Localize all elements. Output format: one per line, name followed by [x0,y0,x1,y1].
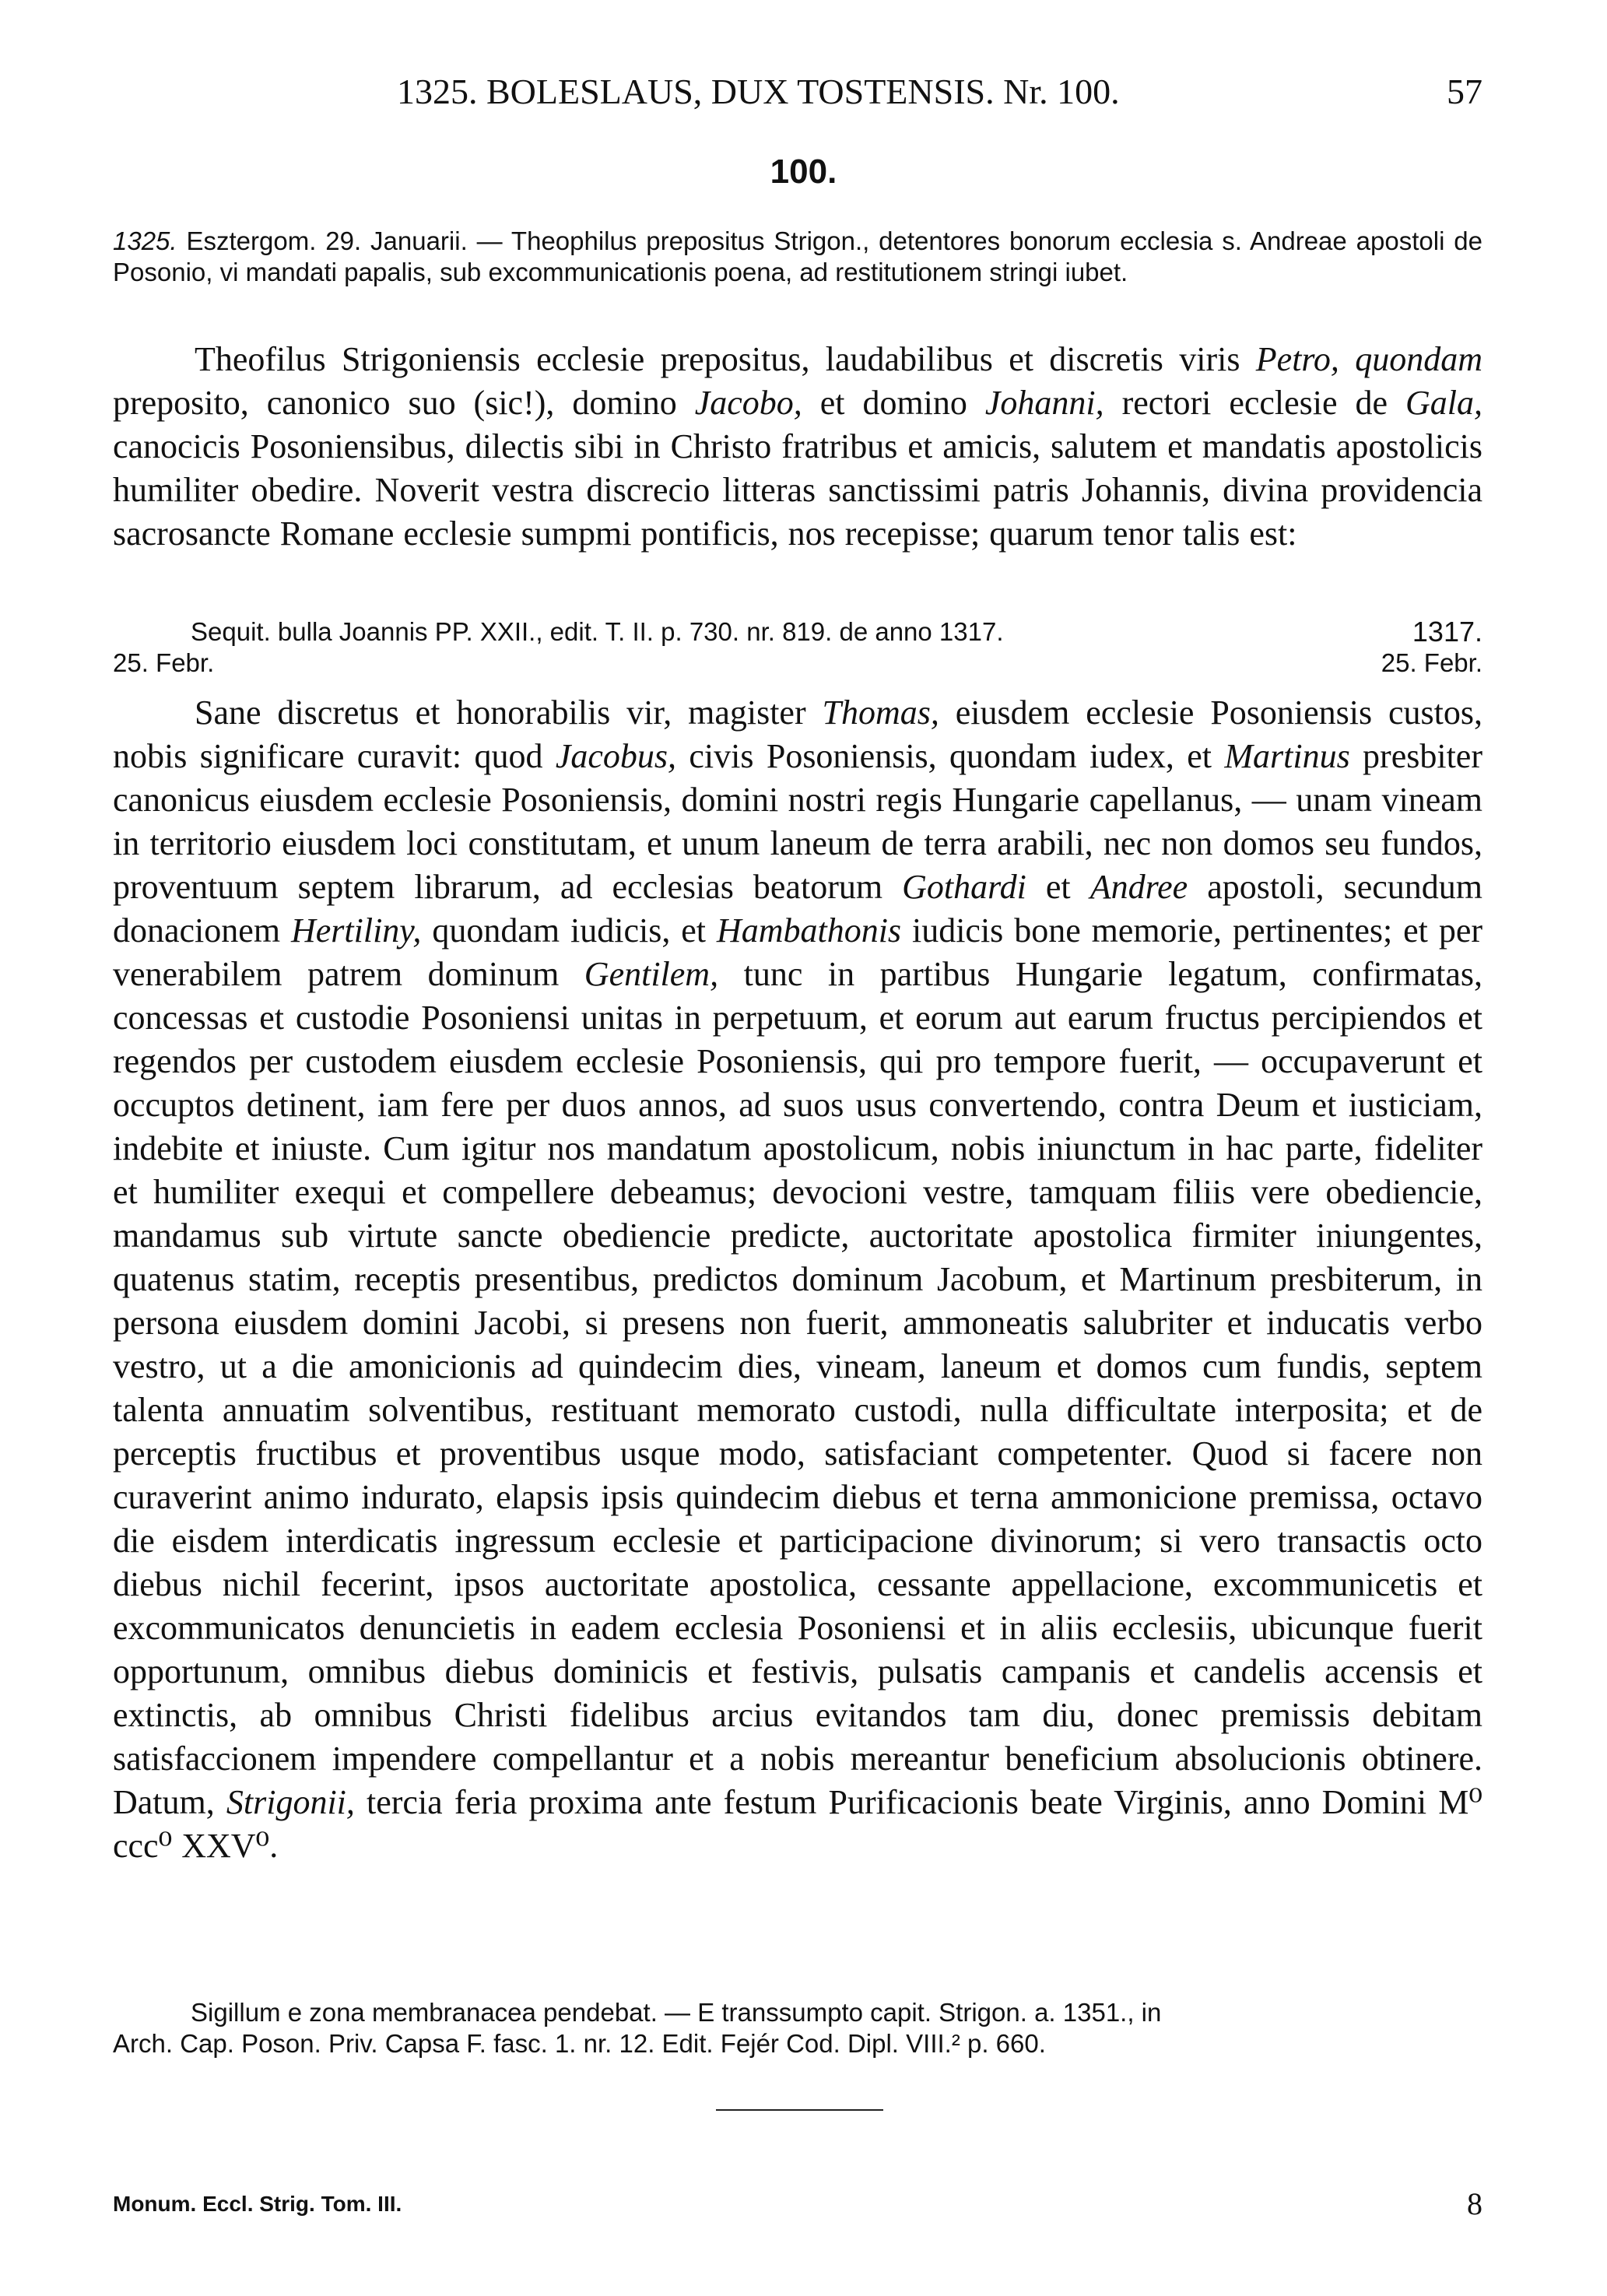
text-run: civis Posoniensis, quondam iudex, et [676,737,1225,775]
sigillum-note [113,1997,1482,2059]
text-run: et domino [802,384,985,422]
sequit-margin-date: 25. Febr. [1381,648,1482,677]
page-footer [113,2186,1482,2221]
text-run: quondam iudicis, et [421,911,717,950]
name-thomas: Thomas, [822,693,939,732]
name-jacobus: Jacobus, [555,737,677,775]
sigillum-line-2: Arch. Cap. Poson. Priv. Capsa F. fasc. 1. nr. 12. Edit. Fejér Cod. Dipl. VIII.² p. 660. [113,2029,1046,2058]
sequit-main: Sequit. bulla Joannis PP. XXII., edit. T. II. p. 730. nr. 819. de anno 1317. [191,617,1004,646]
text-run: eiusdem ecclesie Posoniensis custos, nobis significare curavit: quod [113,693,1483,775]
text-run: canocicis Posoniensibus, dilectis sibi in Christo fratribus et amicis, salutem et mandatis apostolicis humiliter obedire. Noverit vestra discrecio litteras sanctissimi patris Johannis, divina providencia sacrosancte Romane ecclesie sumpmi pontificis, nos recepisse; quarum tenor talis est: [113,427,1482,553]
running-head-title: 1325. BOLESLAUS, DUX TOSTENSIS. Nr. 100. [397,72,1120,111]
series-title: Monum. Eccl. Strig. Tom. III. [113,2192,402,2216]
name-martinus: Martinus [1224,737,1350,775]
name-johanni: Johanni, [984,384,1104,422]
footnote-divider [716,2109,883,2111]
regest-date: 1325. [113,226,177,255]
signature-mark: 8 [1467,2186,1482,2221]
text-run: tercia feria proxima ante festum Purificacionis beate Virginis, anno Domini M⁰ ccc⁰ XXV⁰. [113,1783,1482,1865]
sequit-main-cont: 25. Febr. [113,648,215,677]
paragraph-intro [113,338,1482,556]
text-run: rectori ecclesie de [1103,384,1405,422]
text-run: tunc in partibus Hungarie legatum, confirmatas, concessas et custodie Posoniensi unitas in perpetuum, et eorum aut earum fructus percipiendos et regendos per custodem eiusdem ecclesie Posoniensis, qui pro tempore fuerit, — occupaverunt et occuptos detinent, iam fere per duos annos, ad suos usus convertendo, contra Deum et iusticiam, indebite et iniuste. Cum igitur nos mandatum apostolicum, nobis iniunctum in hac parte, fideliter et humiliter exequi et compellere debeamus; devocioni vestre, tamquam filiis vere obediencie, mandamus sub virtute sancte obediencie predicte, auctoritate apostolica firmiter iniungentes, quatenus statim, receptis presentibus, predictos dominum Jacobum, et Martinum presbiterum, in persona eiusdem domini Jacobi, si presens non fuerit, ammoneatis salubriter et inducatis verbo vestro, ut a die amonicionis ad quindecim dies, vineam, laneum et domos cum fundis, septem talenta annuatim solventibus, restituant memorato custodi, nulla difficultate interposita; et de perceptis fructibus et proventibus usque modo, satisfaciant competenter. Quod si facere non curaverint animo indurato, elapsis ipsis quindecim diebus et terna ammonicione premissa, octavo die eisdem interdicatis ingressum ecclesie et participacione divinorum; si vero transactis octo diebus nichil fecerint, ipsos auctoritate apostolica, cessante appellacione, excommunicetis et excommunicatos denuncietis in eadem ecclesia Posoniensi et in aliis ecclesiis, ubicunque fuerit opportunum, omnibus diebus dominicis et festivis, pulsatis campanis et candelis accensis et extinctis, ab omnibus Christi fidelibus arcius evitandos tam diu, donec premissis debitam satisfaccionem impendere compellantur et a nobis mereantur beneficium absolucionis obtinere. Datum, [113,955,1482,1821]
name-petro: Petro, quondam [1255,340,1482,378]
name-gentilem: Gentilem, [584,955,719,993]
place-strigonii: Strigonii, [226,1783,355,1821]
text-run: apostoli, secundum donacionem [113,868,1482,950]
name-andree: Andree [1089,868,1188,906]
text-run: presbiter canonicus eiusdem ecclesie Posoniensis, domini nostri regis Hungarie capellanus, — unam vineam in territorio eiusdem loci constitutam, et unum laneum de terra arabili, nec non domos seu fundos, proventuum septem librarum, ad ecclesias beatorum [113,737,1482,906]
text-run: preposito, canonico suo (sic!), domino [113,384,695,422]
paragraph-main [113,691,1482,1868]
name-gothardi: Gothardi [902,868,1026,906]
name-hambathonis: Hambathonis [716,911,902,950]
document-number: 100. [770,153,837,191]
regest-text: Esztergom. 29. Januarii. — Theophilus prepositus Strigon., detentores bonorum ecclesia s. Andreae apostoli de Posonio, vi mandati papalis, sub excommunicationis poena, ad restitutionem stringi iubet. [113,226,1482,286]
name-hertiliny: Hertiliny, [290,911,422,950]
sequit-margin-year: 1317. [1412,616,1482,648]
regest [113,226,1482,288]
text-run: et [1026,868,1090,906]
text-run: Theofilus Strigoniensis ecclesie prepositus, laudabilibus et discretis viris [195,340,1256,378]
page-number: 57 [1447,72,1482,111]
sequit-note [113,616,1482,679]
place-gala: Gala, [1405,384,1482,422]
text-run: Sane discretus et honorabilis vir, magister [195,693,823,732]
name-jacobo: Jacobo, [694,384,802,422]
sigillum-line-1: Sigillum e zona membranacea pendebat. — E transsumpto capit. Strigon. a. 1351., in [191,1998,1162,2027]
text-run: iudicis bone memorie, pertinentes; et per venerabilem patrem dominum [113,911,1482,993]
